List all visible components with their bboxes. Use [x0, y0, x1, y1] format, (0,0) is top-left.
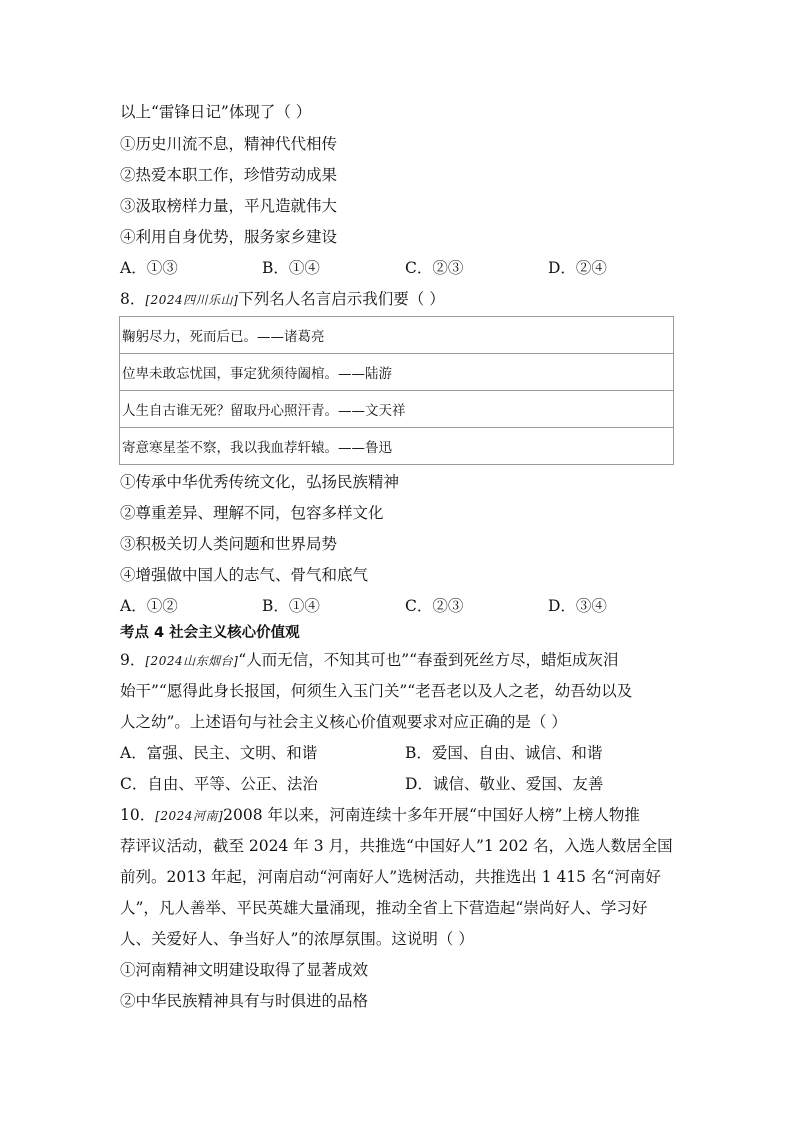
- table-row: [120, 428, 674, 465]
- option-b: B．爱国、自由、诚信、和谐: [405, 744, 603, 762]
- option-c: C．自由、平等、公正、法治: [120, 775, 318, 793]
- question-9: [120, 650, 619, 671]
- question-text: 前列。2013 年起，河南启动“河南好人”选树活动，共推选出 1 415 名“河南好: [120, 868, 661, 886]
- statement-1: ①河南精神文明建设取得了显著成效: [120, 961, 369, 979]
- question-10: [120, 805, 640, 826]
- statement-2: ②热爱本职工作，珍惜劳动成果: [120, 166, 338, 184]
- question-text: 人之幼”。上述语句与社会主义核心价值观要求对应正确的是（ ）: [120, 713, 567, 731]
- question-text: 荐评议活动，截至 2024 年 3 月，共推选“中国好人”1 202 名，入选人数居全国: [120, 837, 673, 855]
- statement-4: ④利用自身优势，服务家乡建设: [120, 228, 338, 246]
- source-tag: [2024山东烟台]: [145, 654, 239, 668]
- source-tag: [2024四川乐山]: [145, 293, 239, 307]
- source-tag: [2024河南]: [155, 809, 224, 823]
- option-b: B．①④: [262, 597, 320, 615]
- question-stem: 下列名人名言启示我们要（ ）: [238, 290, 445, 308]
- table-row: [120, 391, 674, 428]
- option-a: A．①②: [120, 597, 178, 615]
- option-a: A．富强、民主、文明、和谐: [120, 744, 318, 762]
- option-c: C．②③: [405, 597, 464, 615]
- statement-3: ③积极关切人类问题和世界局势: [120, 535, 338, 553]
- question-text: “人而无信，不知其可也”“春蚕到死丝方尽，蜡炬成灰泪: [238, 651, 619, 669]
- table-row: [120, 354, 674, 391]
- question-text: 人、关爱好人、争当好人”的浓厚氛围。这说明（ ）: [120, 930, 474, 948]
- question-text: 始干”“愿得此身长报国，何须生入玉门关”“老吾老以及人之老，幼吾幼以及: [120, 682, 633, 700]
- question-text: 2008 年以来，河南连续十多年开展“中国好人榜”上榜人物推: [223, 806, 640, 824]
- quote-cell: 鞠躬尽力，死而后已。——诸葛亮: [120, 317, 674, 354]
- quote-cell: 寄意寒星荃不察，我以我血荐轩辕。——鲁迅: [120, 428, 674, 465]
- question-8: [120, 289, 445, 310]
- option-d: D．③④: [548, 597, 607, 615]
- option-a: A．①③: [120, 259, 178, 277]
- statement-2: ②尊重差异、理解不同，包容多样文化: [120, 504, 384, 522]
- question-number: 9．: [120, 651, 146, 669]
- question-number: 10．: [120, 806, 156, 824]
- statement-3: ③汲取榜样力量，平凡造就伟大: [120, 197, 338, 215]
- option-b: B．①④: [262, 259, 320, 277]
- option-d: D．②④: [548, 259, 607, 277]
- option-d: D．诚信、敬业、爱国、友善: [405, 775, 604, 793]
- quotes-table: [119, 316, 674, 465]
- option-c: C．②③: [405, 259, 464, 277]
- statement-1: ①传承中华优秀传统文化，弘扬民族精神: [120, 473, 400, 491]
- quote-cell: 人生自古谁无死？留取丹心照汗青。——文天祥: [120, 391, 674, 428]
- quote-cell: 位卑未敢忘忧国，事定犹须待阖棺。——陆游: [120, 354, 674, 391]
- question-text: 人”，凡人善举、平民英雄大量涌现，推动全省上下营造起“崇尚好人、学习好: [120, 899, 648, 917]
- table-row: [120, 317, 674, 354]
- statement-2: ②中华民族精神具有与时俱进的品格: [120, 992, 369, 1010]
- statement-4: ④增强做中国人的志气、骨气和底气: [120, 566, 369, 584]
- statement-1: ①历史川流不息，精神代代相传: [120, 135, 338, 153]
- question-stem: 以上“雷锋日记”体现了（ ）: [120, 103, 312, 121]
- section-heading: 考点 4 社会主义核心价值观: [120, 625, 300, 641]
- question-number: 8．: [120, 290, 146, 308]
